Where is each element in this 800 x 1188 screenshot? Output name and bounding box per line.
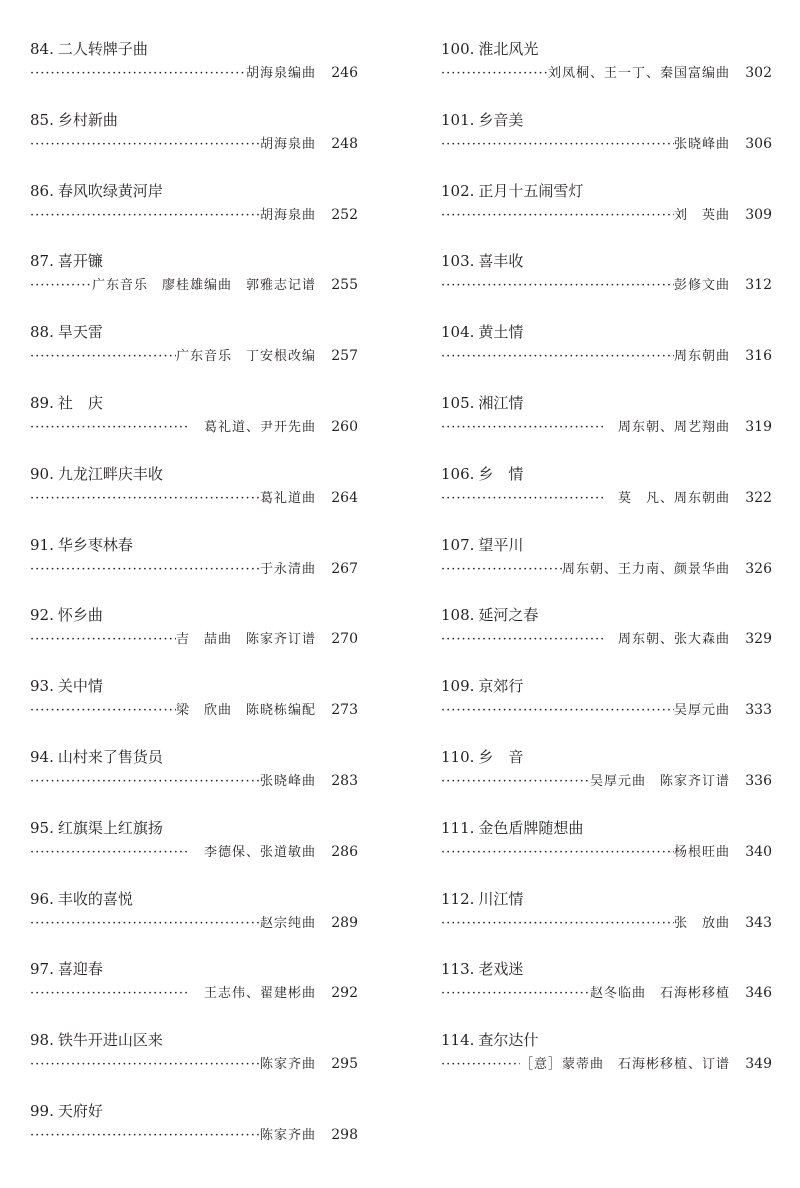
entry-credit-line (30, 488, 358, 509)
entry-number: 98. (30, 1031, 54, 1050)
toc-entry[interactable] (441, 817, 772, 888)
entry-number: 99. (30, 1101, 54, 1120)
dot-leader (30, 64, 246, 84)
entry-credit: 赵冬临曲 石海彬移植 (589, 986, 730, 1002)
entry-title: 喜迎春 (57, 960, 103, 979)
dot-leader (441, 843, 674, 863)
entry-title: 关中情 (57, 677, 103, 696)
entry-page-number: 306 (745, 135, 772, 152)
entry-credit: ［意］蒙蒂曲 石海彬移植、订谱 (519, 1057, 730, 1073)
entry-title-line (441, 958, 772, 980)
entry-title: 九龙江畔庆丰收 (57, 464, 163, 483)
entry-credit-line (441, 983, 772, 1004)
toc-entry[interactable] (30, 604, 358, 675)
entry-title-line (441, 817, 772, 839)
entry-credit-line (30, 842, 358, 863)
entry-credit-line (30, 417, 358, 438)
entry-title-line (30, 463, 358, 485)
entry-number: 94. (30, 747, 54, 766)
toc-entry[interactable] (441, 321, 772, 392)
entry-credit: 广东音乐 廖桂雄编曲 郭雅志记谱 (91, 278, 316, 294)
toc-entry[interactable] (441, 746, 772, 817)
dot-leader (30, 347, 176, 367)
entry-title-line (441, 463, 772, 485)
entry-credit: 胡海泉编曲 (245, 66, 316, 81)
entry-page-number: 319 (745, 418, 772, 435)
entry-title-line (441, 604, 772, 626)
entry-number: 109. (441, 677, 475, 696)
entry-title: 金色盾牌随想曲 (478, 818, 584, 837)
entry-title: 京郊行 (478, 677, 524, 696)
entry-credit-line (30, 205, 358, 226)
entry-credit-line (441, 700, 772, 721)
toc-entry[interactable] (30, 38, 358, 109)
entry-number: 91. (30, 535, 54, 554)
entry-title-line (30, 746, 358, 768)
entry-title-line (30, 675, 358, 697)
entry-page-number: 292 (331, 985, 358, 1002)
entry-page-number: 298 (331, 1126, 358, 1143)
entry-credit: 梁 欣曲 陈晓栋编配 (175, 703, 316, 719)
entry-credit-line (30, 1054, 358, 1075)
entry-title: 延河之春 (478, 606, 539, 625)
entry-credit: 张晓峰曲 (673, 136, 730, 152)
entry-title: 春风吹绿黄河岸 (57, 181, 163, 200)
entry-number: 96. (30, 889, 54, 908)
entry-title-line (30, 604, 358, 626)
toc-entry[interactable] (30, 817, 358, 888)
toc-entry[interactable] (30, 180, 358, 251)
entry-page-number: 246 (331, 65, 358, 81)
entry-page-number: 316 (745, 348, 772, 365)
entry-title: 喜开镰 (57, 252, 103, 271)
entry-number: 88. (30, 323, 54, 342)
entry-number: 107. (441, 535, 475, 554)
dot-leader (441, 701, 674, 721)
entry-credit: 胡海泉曲 (259, 207, 316, 223)
entry-page-number: 326 (745, 560, 772, 577)
entry-title: 铁牛开进山区来 (57, 1031, 163, 1050)
entry-credit-line (30, 63, 358, 84)
entry-title-line (441, 250, 772, 272)
entry-title: 查尔达什 (478, 1031, 539, 1050)
entry-title: 乡音美 (478, 110, 524, 129)
entry-title-line (441, 534, 772, 556)
entry-page-number: 336 (745, 772, 772, 789)
entry-credit-line (30, 629, 358, 650)
entry-credit-line (441, 913, 772, 934)
entry-page-number: 343 (745, 914, 772, 931)
entry-page-number: 252 (331, 206, 358, 223)
entry-credit: 周东朝曲 (673, 349, 730, 365)
entry-credit: 李德保、张道敏曲 (189, 844, 316, 860)
entry-credit: 胡海泉曲 (259, 136, 316, 152)
entry-credit-line (30, 1125, 358, 1146)
entry-credit-line (441, 275, 772, 296)
dot-leader (30, 630, 176, 650)
entry-number: 104. (441, 323, 475, 342)
dot-leader (30, 1055, 260, 1075)
dot-leader (30, 984, 190, 1004)
entry-credit-line (441, 346, 772, 367)
entry-credit-line (30, 913, 358, 934)
toc-entry[interactable] (441, 675, 772, 746)
entry-title-line (30, 321, 358, 343)
toc-entry[interactable] (441, 180, 772, 251)
entry-title: 天府好 (57, 1101, 103, 1120)
entry-credit-line (441, 1054, 772, 1075)
entry-title: 乡村新曲 (57, 110, 118, 129)
entry-number: 85. (30, 110, 54, 129)
entry-number: 113. (441, 960, 475, 979)
entry-page-number: 267 (331, 560, 358, 577)
entry-credit: 刘凤桐、王一丁、秦国富编曲 (547, 66, 730, 81)
entry-credit-line (30, 275, 358, 296)
entry-page-number: 322 (745, 489, 772, 506)
toc-entry[interactable] (30, 675, 358, 746)
entry-title-line (441, 180, 772, 202)
entry-title-line (441, 746, 772, 768)
toc-entry[interactable] (30, 958, 358, 1029)
entry-page-number: 340 (745, 843, 772, 860)
entry-credit: 张 放曲 (673, 915, 730, 931)
entry-number: 93. (30, 677, 54, 696)
dot-leader (441, 772, 590, 792)
entry-credit: 刘 英曲 (673, 207, 730, 223)
entry-credit-line (441, 63, 772, 84)
entry-number: 100. (441, 40, 475, 58)
entry-page-number: 248 (331, 135, 358, 152)
dot-leader (441, 347, 674, 367)
dot-leader (30, 914, 260, 934)
entry-page-number: 283 (331, 772, 358, 789)
entry-credit: 葛礼道、尹开先曲 (189, 419, 316, 435)
entry-number: 112. (441, 889, 475, 908)
entry-credit-line (441, 417, 772, 438)
entry-page-number: 302 (745, 65, 772, 81)
entry-number: 95. (30, 818, 54, 837)
dot-leader (441, 489, 604, 509)
entry-title: 黄土情 (478, 323, 524, 342)
entry-page-number: 312 (745, 277, 772, 294)
entry-number: 103. (441, 252, 475, 271)
entry-number: 89. (30, 393, 54, 412)
entry-credit-line (441, 205, 772, 226)
entry-title: 湘江情 (478, 393, 524, 412)
entry-title-line (30, 1100, 358, 1122)
entry-title: 正月十五闹雪灯 (478, 181, 584, 200)
dot-leader (441, 914, 674, 934)
dot-leader (30, 1126, 260, 1146)
entry-title: 山村来了售货员 (57, 747, 163, 766)
entry-credit: 陈家齐曲 (259, 1127, 316, 1143)
dot-leader (30, 135, 260, 155)
entry-page-number: 286 (331, 843, 358, 860)
toc-entry[interactable] (30, 463, 358, 534)
entry-number: 110. (441, 747, 475, 766)
toc-entry[interactable] (30, 888, 358, 959)
toc-entry[interactable] (441, 109, 772, 180)
entry-credit: 葛礼道曲 (259, 490, 316, 506)
toc-entry[interactable] (441, 604, 772, 675)
dot-leader (30, 418, 190, 438)
entry-page-number: 260 (331, 418, 358, 435)
entry-credit: 陈家齐曲 (259, 1057, 316, 1073)
toc-entry[interactable] (30, 109, 358, 180)
entry-title-line (441, 392, 772, 414)
entry-page-number: 329 (745, 631, 772, 648)
entry-title-line (30, 888, 358, 910)
dot-leader (30, 206, 260, 226)
entry-title-line (30, 180, 358, 202)
entry-credit-line (30, 559, 358, 580)
toc-column-left (30, 38, 358, 1171)
entry-page-number: 309 (745, 206, 772, 223)
entry-number: 106. (441, 464, 475, 483)
dot-leader (441, 206, 674, 226)
entry-credit: 周东朝、王力南、颜景华曲 (561, 561, 730, 577)
entry-credit: 于永清曲 (259, 561, 316, 577)
entry-title-line (441, 1029, 772, 1051)
toc-entry[interactable] (441, 250, 772, 321)
entry-credit: 吴厚元曲 (673, 703, 730, 719)
entry-title: 旱天雷 (57, 323, 103, 342)
entry-credit-line (441, 771, 772, 792)
entry-credit: 周东朝、周艺翔曲 (603, 419, 730, 435)
toc-entry[interactable] (441, 888, 772, 959)
entry-page-number: 273 (331, 702, 358, 719)
dot-leader (30, 843, 190, 863)
entry-number: 111. (441, 818, 475, 837)
toc-entry[interactable] (30, 534, 358, 605)
entry-page-number: 257 (331, 348, 358, 365)
toc-entry[interactable] (441, 392, 772, 463)
entry-credit-line (441, 134, 772, 155)
entry-credit: 彭修文曲 (673, 278, 730, 294)
entry-credit-line (441, 842, 772, 863)
toc-entry[interactable] (441, 958, 772, 1029)
dot-leader (441, 418, 604, 438)
entry-number: 87. (30, 252, 54, 271)
toc-entry[interactable] (441, 534, 772, 605)
entry-number: 105. (441, 393, 475, 412)
entry-credit-line (30, 346, 358, 367)
entry-number: 102. (441, 181, 475, 200)
entry-title-line (30, 958, 358, 980)
entry-credit-line (441, 488, 772, 509)
entry-number: 97. (30, 960, 54, 979)
entry-number: 84. (30, 40, 54, 58)
entry-page-number: 270 (331, 631, 358, 648)
entry-title-line (441, 38, 772, 60)
entry-credit-line (30, 134, 358, 155)
dot-leader (30, 772, 260, 792)
entry-credit-line (441, 629, 772, 650)
entry-credit: 杨根旺曲 (673, 844, 730, 860)
entry-title: 丰收的喜悦 (57, 889, 133, 908)
entry-title: 怀乡曲 (57, 606, 103, 625)
toc-entry[interactable] (30, 250, 358, 321)
entry-title: 华乡枣林春 (57, 535, 133, 554)
entry-title-line (30, 109, 358, 131)
entry-credit: 莫 凡、周东朝曲 (603, 490, 730, 506)
entry-credit: 广东音乐 丁安根改编 (175, 349, 316, 365)
entry-page-number: 295 (331, 1056, 358, 1073)
entry-credit: 吴厚元曲 陈家齐订谱 (589, 773, 730, 789)
dot-leader (441, 1055, 520, 1075)
dot-leader (441, 560, 562, 580)
toc-column-right (441, 38, 772, 1100)
toc-entry[interactable] (441, 1029, 772, 1100)
entry-title: 红旗渠上红旗扬 (57, 818, 163, 837)
entry-title-line (441, 109, 772, 131)
toc-entry[interactable] (441, 38, 772, 109)
entry-title: 二人转牌子曲 (57, 40, 148, 58)
dot-leader (441, 984, 590, 1004)
entry-title-line (30, 250, 358, 272)
entry-credit-line (30, 700, 358, 721)
dot-leader (441, 64, 548, 84)
dot-leader (30, 489, 260, 509)
entry-number: 92. (30, 606, 54, 625)
entry-number: 90. (30, 464, 54, 483)
dot-leader (441, 135, 674, 155)
entry-title: 望平川 (478, 535, 524, 554)
entry-number: 108. (441, 606, 475, 625)
entry-title-line (30, 1029, 358, 1051)
entry-page-number: 289 (331, 914, 358, 931)
toc-entry[interactable] (30, 746, 358, 817)
entry-title-line (30, 392, 358, 414)
entry-title: 乡 音 (478, 747, 524, 766)
entry-number: 114. (441, 1031, 475, 1050)
dot-leader (30, 701, 176, 721)
toc-entry[interactable] (30, 321, 358, 392)
entry-title: 社 庆 (57, 393, 103, 412)
entry-credit-line (441, 559, 772, 580)
entry-credit: 张晓峰曲 (259, 773, 316, 789)
entry-title-line (30, 38, 358, 60)
entry-title-line (30, 534, 358, 556)
entry-title-line (30, 817, 358, 839)
entry-number: 101. (441, 110, 475, 129)
dot-leader (30, 560, 260, 580)
dot-leader (30, 276, 92, 296)
dot-leader (441, 276, 674, 296)
toc-entry[interactable] (441, 463, 772, 534)
entry-title-line (441, 888, 772, 910)
entry-credit-line (30, 983, 358, 1004)
entry-title: 乡 情 (478, 464, 524, 483)
entry-number: 86. (30, 181, 54, 200)
entry-page-number: 346 (745, 985, 772, 1002)
entry-title: 老戏迷 (478, 960, 524, 979)
entry-credit-line (30, 771, 358, 792)
entry-title-line (441, 321, 772, 343)
toc-entry[interactable] (30, 1029, 358, 1100)
entry-page-number: 264 (331, 489, 358, 506)
entry-title: 喜丰收 (478, 252, 524, 271)
entry-page-number: 255 (331, 277, 358, 294)
entry-page-number: 333 (745, 702, 772, 719)
entry-credit: 周东朝、张大森曲 (603, 632, 730, 648)
toc-entry[interactable] (30, 1100, 358, 1171)
entry-credit: 赵宗纯曲 (259, 915, 316, 931)
entry-credit: 吉 喆曲 陈家齐订谱 (175, 632, 316, 648)
entry-page-number: 349 (745, 1056, 772, 1073)
entry-title: 淮北风光 (478, 40, 539, 58)
entry-title-line (441, 675, 772, 697)
dot-leader (441, 630, 604, 650)
entry-title: 川江情 (478, 889, 524, 908)
entry-credit: 王志伟、翟建彬曲 (189, 986, 316, 1002)
toc-entry[interactable] (30, 392, 358, 463)
